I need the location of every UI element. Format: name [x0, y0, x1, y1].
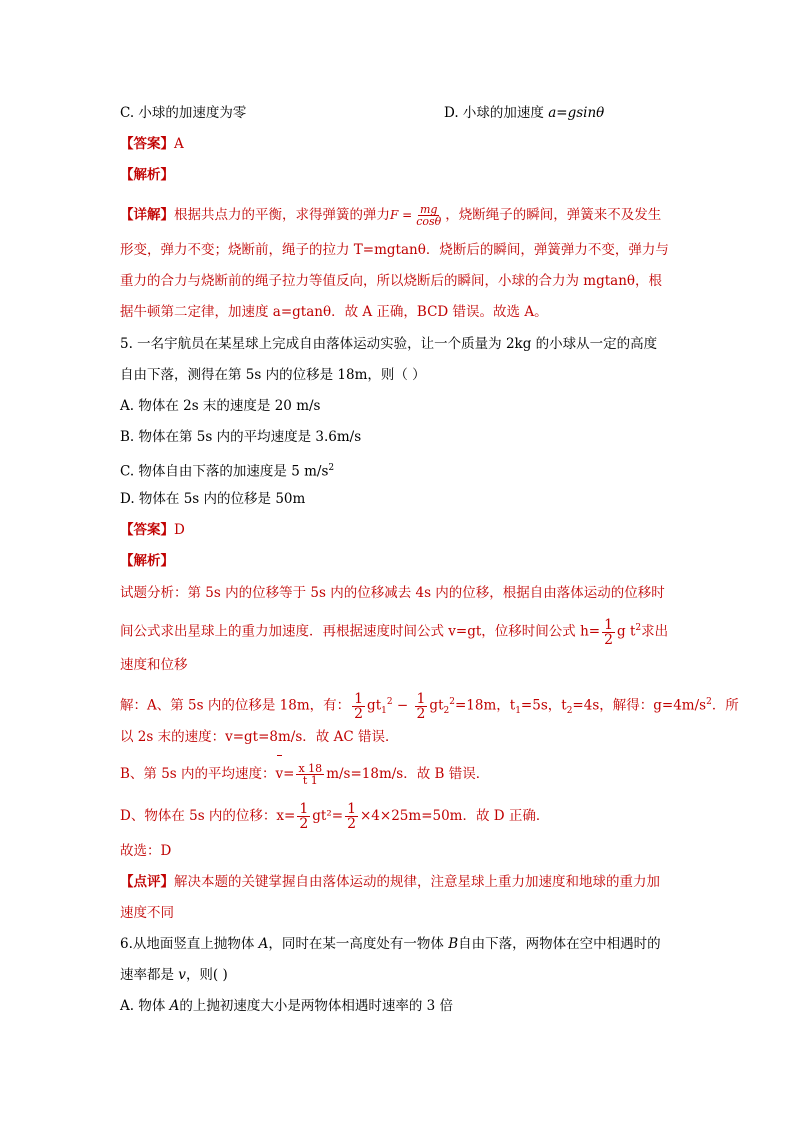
q6-stem-line-2: 速率都是 v，则( ) [120, 967, 228, 983]
q4-detail-line-4: 据牛顿第二定律，加速度 a=gtanθ．故 A 正确，BCD 错误。故选 A。 [120, 304, 548, 320]
q5-half-fraction: $\frac{1}{2}$ [604, 616, 614, 648]
q4-detail-line-3: 重力的合力与烧断前的绳子拉力等值反向，所以烧断后的瞬间，小球的合力为 mgtanθ，根 [120, 273, 663, 289]
q5-option-b: B. 物体在第 5s 内的平均速度是 3.6m/s [120, 429, 362, 445]
q5-analysis-tag: 【解析】 [120, 553, 174, 569]
q6-stem-line-1: 6.从地面竖直上抛物体 A，同时在某一高度处有一物体 B自由下落，两物体在空中相遇时的 [120, 936, 661, 952]
q5-solution-line-1: 解：A、第 5s 内的位移是 18m，有： $\frac{1}{2}$ $gt_1^2$ − $\frac{1}{2}$ $gt_2^2=18m$，$t_1=5s$，$t_2=4s$，解得：$g=4m/s^2$．所 [120, 690, 739, 722]
q6-option-a: A. 物体 A的上抛初速度大小是两物体相遇时速率的 3 倍 [120, 998, 454, 1014]
q5-comment-line-2: 速度不同 [120, 905, 174, 921]
q5-solution-line-2: 以 2s 末的速度：v=gt=8m/s．故 AC 错误． [120, 729, 399, 745]
q4-answer: 【答案】A [120, 136, 184, 152]
q5-option-a: A. 物体在 2s 末的速度是 20 m/s [120, 398, 321, 414]
q5-option-c: C. 物体自由下落的加速度是 5 $m/s^2$ [120, 463, 335, 480]
q5-solution-line-3: B、第 5s 内的平均速度：v= $\frac{x 18}{t 1}$ m/s=18m/s．故 B 错误． [120, 756, 489, 792]
q5-analysis-line-3: 速度和位移 [120, 657, 188, 673]
q4-option-d: D. 小球的加速度 a=gsinθ [444, 105, 605, 121]
q5-stem-line-2: 自由下落，测得在第 5s 内的位移是 18m，则（ ） [120, 367, 426, 383]
q5-solution-line-4: D、物体在 5s 内的位移：x= $\frac{1}{2}$ gt²= $\frac{1}{2}$ ×4×25m=50m．故 D 正确． [120, 801, 550, 832]
q5-option-d: D. 物体在 5s 内的位移是 50m [120, 491, 306, 507]
q5-analysis-line-2: 间公式求出星球上的重力加速度．再根据速度时间公式 v=gt，位移时间公式 h= $\frac{1}{2}$ g $t^2$求出 [120, 616, 669, 648]
q4-detail-fraction: $\frac{mg}{\cos\theta}$ [416, 203, 442, 228]
q5-vbar: v [276, 756, 284, 792]
q4-detail-line-1: 【详解】根据共点力的平衡，求得弹簧的弹力F = $\frac{mg}{\cos\theta}$ ，烧断绳子的瞬间，弹簧来不及发生 [120, 203, 662, 228]
q5-comment-line-1: 【点评】解决本题的关键掌握自由落体运动的规律，注意星球上重力加速度和地球的重力加 [120, 874, 660, 890]
q4-option-d-formula: a=gsinθ [548, 105, 605, 121]
q4-analysis-tag: 【解析】 [120, 167, 174, 183]
q4-detail-line-2: 形变，弹力不变；烧断前，绳子的拉力 T=mgtanθ．烧断后的瞬间，弹簧弹力不变，弹力与 [120, 242, 669, 258]
q4-option-c: C. 小球的加速度为零 [120, 105, 247, 121]
q5-stem-line-1: 5. 一名宇航员在某星球上完成自由落体运动实验，让一个质量为 2kg 的小球从一定的高度 [120, 336, 658, 352]
q5-analysis-line-1: 试题分析：第 5s 内的位移等于 5s 内的位移减去 4s 内的位移，根据自由落体运动的位移时 [120, 585, 665, 601]
q5-answer: 【答案】D [120, 522, 185, 538]
q5-choose: 故选：D [120, 843, 172, 859]
